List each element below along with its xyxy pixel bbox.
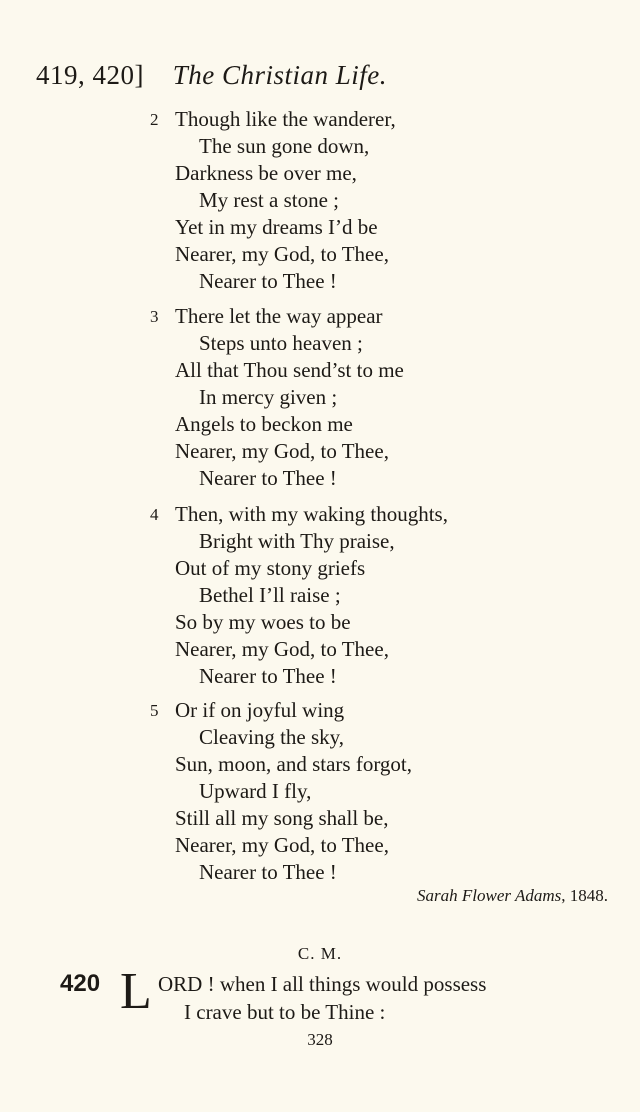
verse-line: Nearer, my God, to Thee, (175, 637, 389, 661)
verse-line: Darkness be over me, (175, 161, 357, 185)
hymn-second-line: I crave but to be Thine : (184, 1000, 386, 1024)
author-year: , 1848. (561, 886, 608, 905)
stanza-5 (150, 697, 412, 886)
attribution (417, 886, 608, 906)
verse-line: Nearer to Thee ! (199, 466, 337, 490)
verse-line: Then, with my waking thoughts, (175, 502, 448, 526)
running-header (36, 58, 620, 92)
verse-line: Nearer, my God, to Thee, (175, 242, 389, 266)
verse-line: All that Thou send’st to me (175, 358, 404, 382)
drop-cap: L (120, 963, 152, 1020)
verse-line: Upward I fly, (199, 779, 312, 803)
verse-line: Bright with Thy praise, (199, 529, 395, 553)
page-number: 328 (307, 1030, 333, 1049)
verse-line: Nearer to Thee ! (199, 860, 337, 884)
hymn-first-line: ORD ! when I all things would possess (158, 972, 487, 996)
stanza-number: 4 (150, 505, 159, 524)
verse-line: Cleaving the sky, (199, 725, 345, 749)
stanza-number: 2 (150, 110, 159, 129)
stanza-number: 3 (150, 307, 159, 326)
stanza-4 (150, 501, 448, 690)
verse-line: Still all my song shall be, (175, 806, 389, 830)
verse-line: Nearer, my God, to Thee, (175, 833, 389, 857)
verse-line: Or if on joyful wing (175, 698, 345, 722)
meter-label: C. M. (297, 944, 343, 963)
verse-line: Angels to beckon me (175, 412, 353, 436)
author-name: Sarah Flower Adams (417, 886, 562, 905)
verse-line: Out of my stony griefs (175, 556, 366, 580)
verse-line: So by my woes to be (175, 610, 351, 634)
hymn-number: 420 (60, 970, 101, 997)
verse-line: My rest a stone ; (199, 188, 339, 212)
verse-line: Nearer to Thee ! (199, 664, 337, 688)
verse-line: The sun gone down, (199, 134, 370, 158)
verse-line: Steps unto heaven ; (199, 331, 363, 355)
verse-line: Bethel I’ll raise ; (199, 583, 341, 607)
hymn-range: 419, 420] (36, 60, 144, 90)
verse-line: Though like the wanderer, (175, 107, 396, 131)
verse-line: Nearer, my God, to Thee, (175, 439, 389, 463)
verse-line: In mercy given ; (199, 385, 338, 409)
stanza-3 (150, 303, 404, 492)
section-title: The Christian Life. (172, 60, 388, 90)
verse-line: There let the way appear (175, 304, 383, 328)
verse-line: Nearer to Thee ! (199, 269, 337, 293)
verse-line: Sun, moon, and stars forgot, (175, 752, 413, 776)
stanza-2 (150, 106, 396, 295)
verse-line: Yet in my dreams I’d be (175, 215, 378, 239)
stanza-number: 5 (150, 701, 159, 720)
